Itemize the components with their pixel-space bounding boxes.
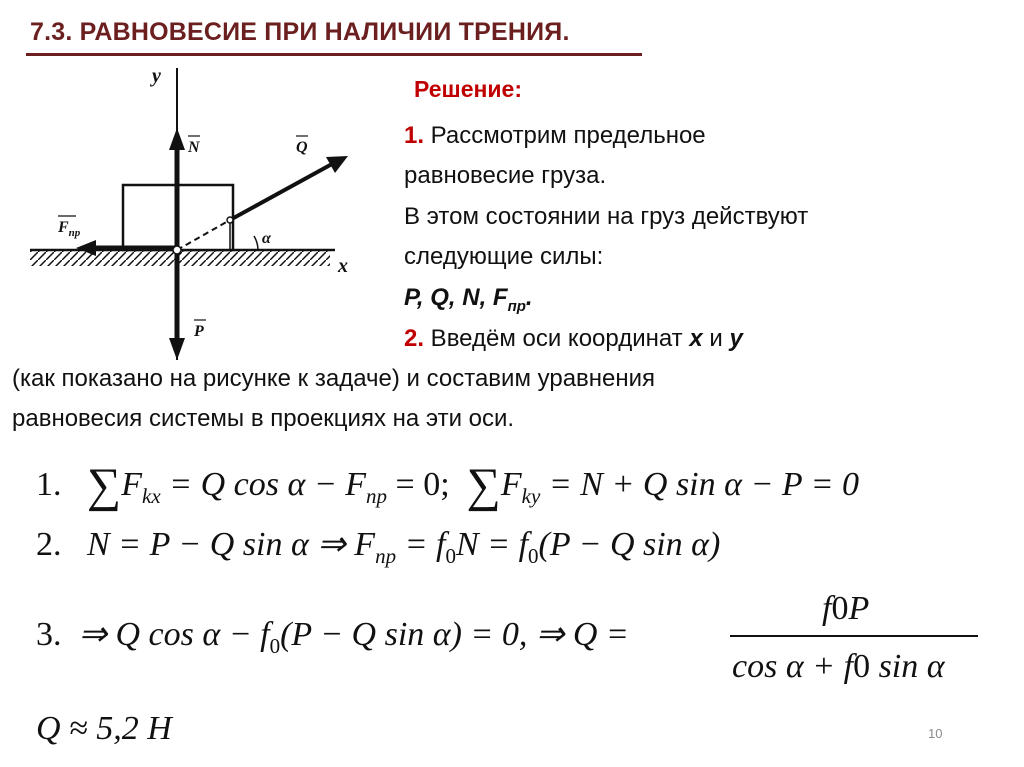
step2-line3: равновесия системы в проекциях на эти оси.	[12, 405, 515, 432]
eq2-part-b-sub: 0	[445, 544, 456, 568]
force-Q-arrow	[230, 164, 332, 220]
eq3-part-b: (P − Q sin α) = 0, ⇒ Q =	[280, 616, 629, 653]
eq1-sum-symbol: ∑	[87, 459, 122, 512]
eq2-part-b: = f	[396, 526, 446, 563]
eq3-numerator-sub: 0	[831, 590, 849, 627]
force-P-arrowhead	[169, 338, 185, 360]
F-label-sub: пр	[68, 227, 81, 239]
eq3-part-a-sub: 0	[269, 634, 281, 658]
y-axis-label: y	[152, 65, 161, 87]
step1-line4: следующие силы:	[404, 243, 604, 270]
forces-sub: пр	[507, 298, 526, 315]
step1-line3: В этом состоянии на груз действуют	[404, 203, 809, 230]
q-application-point	[227, 217, 233, 223]
eq2-part-c-sub: 0	[528, 544, 539, 568]
eq1-part-b-sub: пр	[366, 484, 388, 508]
F-label	[57, 219, 81, 239]
eq1-sum-symbol-2: ∑	[466, 459, 501, 512]
eq3-fraction-line	[730, 635, 978, 637]
forces-end: .	[525, 284, 533, 311]
eq3-number: 3.	[36, 616, 62, 653]
eq1-F-sub: kx	[142, 484, 161, 508]
eq1-F: F	[121, 466, 142, 503]
step1-text: Рассмотрим предельное	[424, 122, 706, 149]
step2-y: y	[729, 325, 743, 352]
Q-label: Q	[296, 139, 308, 156]
step2-number: 2.	[404, 325, 425, 352]
slide-title: 7.3. РАВНОВЕСИЕ ПРИ НАЛИЧИИ ТРЕНИЯ.	[30, 18, 570, 46]
step2-x: x	[689, 325, 703, 352]
eq3-numerator-P: P	[848, 590, 870, 627]
forces-list	[404, 284, 533, 315]
eq2-part-c: N = f	[455, 526, 529, 563]
F-label-main: F	[58, 219, 69, 236]
step2-line1	[404, 327, 743, 351]
solution-heading: Решение:	[414, 76, 523, 102]
eq3-denominator-sub: 0	[853, 648, 871, 685]
eq3-part-a: ⇒ Q cos α − f	[78, 616, 270, 653]
eq1-F2: F	[500, 466, 522, 503]
equation-1	[36, 456, 860, 512]
eq1-part-e: = N + Q sin α − P = 0	[540, 466, 860, 503]
eq1-F2-sub: ky	[521, 484, 541, 508]
eq2-part-a-sub: пр	[375, 544, 397, 568]
eq3-denominator	[732, 648, 945, 686]
title-underline	[26, 53, 642, 56]
result	[36, 712, 172, 746]
page-number: 10	[928, 726, 943, 741]
eq1-number: 1.	[36, 466, 62, 503]
eq2-part-d: (P − Q sin α)	[538, 526, 721, 563]
equation-3	[36, 616, 629, 658]
N-label: N	[188, 139, 200, 156]
eq2-number: 2.	[36, 526, 62, 563]
eq1-part-b: = Q cos α − F	[160, 466, 367, 503]
force-diagram	[30, 60, 370, 365]
eq1-part-c: = 0;	[387, 466, 450, 503]
eq3-numerator	[822, 590, 869, 628]
forces-text: P, Q, N, F	[404, 284, 508, 311]
step2-text: Введём оси координат	[424, 325, 690, 352]
result-text: Q ≈ 5,2 H	[36, 710, 172, 747]
step2-and: и	[702, 325, 730, 352]
alpha-arc	[254, 236, 258, 250]
eq3-numerator-f: f	[822, 590, 832, 627]
step2-line2: (как показано на рисунке к задаче) и составим уравнения	[12, 365, 656, 392]
origin-point	[173, 246, 181, 254]
x-axis-label: x	[338, 255, 348, 277]
eq3-denominator-end: sin α	[870, 648, 945, 685]
equation-2	[36, 526, 721, 568]
eq3-denominator-main: cos α + f	[732, 648, 854, 685]
step1-line1	[404, 124, 706, 148]
force-N-arrowhead	[169, 128, 185, 150]
alpha-label: α	[262, 230, 271, 247]
eq2-part-a: N = P − Q sin α ⇒ F	[87, 526, 376, 563]
P-label: P	[194, 323, 204, 340]
step1-line2: равновесие груза.	[404, 162, 607, 189]
step1-number: 1.	[404, 122, 425, 149]
